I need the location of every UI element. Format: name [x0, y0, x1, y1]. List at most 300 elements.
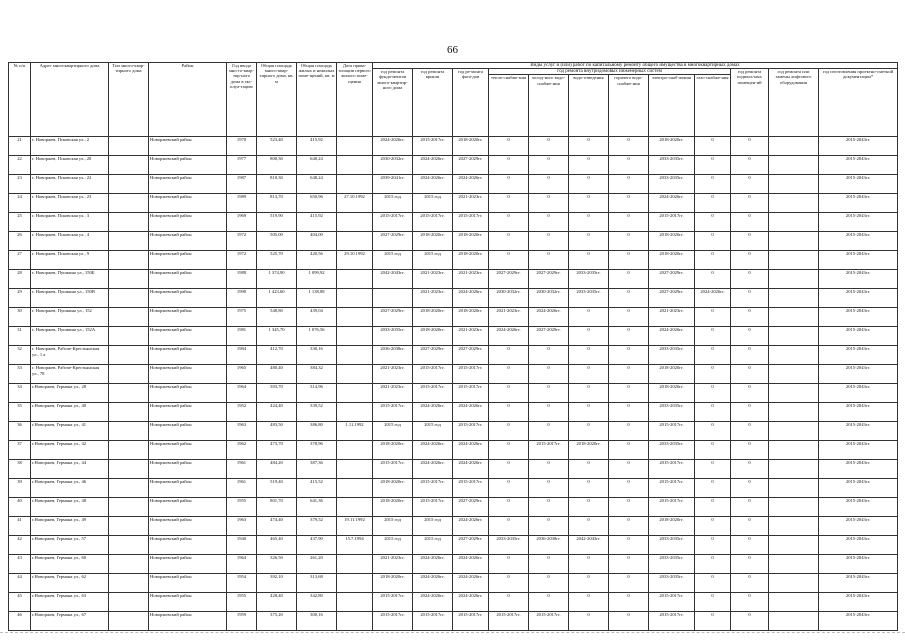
row-district: Новоржевский район	[149, 270, 227, 289]
row-year: 1963	[227, 422, 257, 441]
row-gas: 0	[695, 175, 731, 194]
row-design-docs: 2015-2043гг.	[819, 479, 898, 498]
row-facade: 2018-2020гг.	[453, 232, 489, 251]
row-basement: 0	[731, 289, 769, 308]
row-gas: 0	[695, 213, 731, 232]
page-edge-rule	[0, 632, 905, 633]
row-basement: 0	[731, 498, 769, 517]
row-residential-area: 314,96	[297, 384, 337, 403]
row-total-area: 392,10	[257, 574, 297, 593]
row-design-docs: 2015-2043гг.	[819, 441, 898, 460]
row-facade: 2024-2026гг.	[453, 460, 489, 479]
table-row	[9, 441, 898, 460]
row-gas: 0	[695, 137, 731, 156]
row-heat: 0	[489, 156, 529, 175]
row-basement: 0	[731, 175, 769, 194]
row-roof: 2015 год	[413, 251, 453, 270]
row-roof: 2015 год	[413, 194, 453, 213]
row-design-docs: 2015-2043гг.	[819, 574, 898, 593]
row-gas: 0	[695, 422, 731, 441]
row-sewer: 0	[569, 422, 609, 441]
row-residential-area: 640,24	[297, 156, 337, 175]
row-foundation: 2024-2026гг.	[373, 137, 413, 156]
row-design-docs: 2015-2043гг.	[819, 213, 898, 232]
row-hot-water: 0	[609, 365, 649, 384]
row-design-docs: 2015-2043гг.	[819, 460, 898, 479]
row-address: г. Новоржев, Пушкина ул., 150В	[31, 289, 109, 308]
row-number: 28	[9, 270, 31, 289]
header-district: Район	[149, 63, 227, 137]
row-year: 1954	[227, 574, 257, 593]
row-electric: 2027-2029гг.	[649, 270, 695, 289]
row-year: 1962	[227, 441, 257, 460]
row-number: 25	[9, 213, 31, 232]
row-cold-water: 0	[529, 346, 569, 365]
row-year: 1990	[227, 289, 257, 308]
row-electric: 2018-2020гг.	[649, 137, 695, 156]
row-facade: 2015-2017гг.	[453, 422, 489, 441]
row-electric: 2015-2017гг.	[649, 479, 695, 498]
row-type	[109, 555, 149, 574]
row-sewer: 2033-2035гг.	[569, 289, 609, 308]
row-foundation: 2039-2041гг.	[373, 175, 413, 194]
row-residential-area: 415,92	[297, 137, 337, 156]
row-basement: 0	[731, 460, 769, 479]
row-privatization-date: 29.10.1992	[337, 251, 373, 270]
row-roof: 2018-2020гг.	[413, 232, 453, 251]
row-roof: 2021-2023гг.	[413, 270, 453, 289]
row-design-docs: 2015-2043гг.	[819, 251, 898, 270]
row-total-area: 519,40	[257, 479, 297, 498]
row-district: Новоржевский район	[149, 156, 227, 175]
row-address: г.Новоржев, Германа ул., 42	[31, 441, 109, 460]
row-privatization-date	[337, 593, 373, 612]
row-cold-water: 0	[529, 574, 569, 593]
row-heat: 2027-2029гг.	[489, 270, 529, 289]
row-total-area: 548,80	[257, 308, 297, 327]
row-type	[109, 327, 149, 346]
row-foundation: 2036-2038гг.	[373, 346, 413, 365]
row-gas: 0	[695, 403, 731, 422]
row-cold-water: 0	[529, 137, 569, 156]
row-basement: 0	[731, 232, 769, 251]
row-design-docs: 2015-2043гг.	[819, 175, 898, 194]
row-type	[109, 517, 149, 536]
row-year: 1961	[227, 479, 257, 498]
row-district: Новоржевский район	[149, 384, 227, 403]
row-privatization-date	[337, 555, 373, 574]
row-type	[109, 384, 149, 403]
row-address: г. Новоржев, Рабоче-Крестьянская ул., 78	[31, 365, 109, 384]
row-basement: 0	[731, 593, 769, 612]
row-district: Новоржевский район	[149, 593, 227, 612]
row-sewer: 0	[569, 213, 609, 232]
row-total-area: 1 374,90	[257, 270, 297, 289]
row-year: 1940	[227, 536, 257, 555]
row-elevator	[769, 612, 819, 631]
row-number: 39	[9, 479, 31, 498]
row-district: Новоржевский район	[149, 498, 227, 517]
row-elevator	[769, 593, 819, 612]
table-row	[9, 175, 898, 194]
row-basement: 0	[731, 574, 769, 593]
row-basement: 0	[731, 536, 769, 555]
row-gas: 0	[695, 156, 731, 175]
table-row	[9, 346, 898, 365]
row-foundation: 2021-2023гг.	[373, 365, 413, 384]
row-cold-water: 0	[529, 194, 569, 213]
row-foundation: 2015-2017гг.	[373, 213, 413, 232]
row-privatization-date: 1.11.1992	[337, 422, 373, 441]
row-address: г.Новоржев, Германа ул., 44	[31, 460, 109, 479]
row-elevator	[769, 213, 819, 232]
row-hot-water: 0	[609, 213, 649, 232]
row-district: Новоржевский район	[149, 460, 227, 479]
row-cold-water: 0	[529, 593, 569, 612]
row-sewer: 0	[569, 384, 609, 403]
row-number: 21	[9, 137, 31, 156]
row-sewer: 0	[569, 517, 609, 536]
row-facade: 2018-2020гг.	[453, 308, 489, 327]
row-facade: 2015-2017гг.	[453, 479, 489, 498]
row-number: 36	[9, 422, 31, 441]
row-heat: 0	[489, 213, 529, 232]
row-year: 1964	[227, 384, 257, 403]
table-row	[9, 574, 898, 593]
row-gas: 0	[695, 308, 731, 327]
row-address: г. Новоржев, Псковская ул., 2	[31, 137, 109, 156]
row-address: г. Новоржев, Пушкина ул., 150Б	[31, 270, 109, 289]
row-design-docs: 2015-2043гг.	[819, 403, 898, 422]
row-elevator	[769, 194, 819, 213]
row-electric: 2033-2035гг.	[649, 346, 695, 365]
row-cold-water: 0	[529, 384, 569, 403]
row-electric: 2024-2026гг.	[649, 327, 695, 346]
row-sewer: 0	[569, 194, 609, 213]
row-roof: 2015-2017гг.	[413, 137, 453, 156]
row-total-area: 813,70	[257, 194, 297, 213]
row-basement: 0	[731, 156, 769, 175]
row-basement: 0	[731, 327, 769, 346]
row-privatization-date	[337, 441, 373, 460]
table-row	[9, 479, 898, 498]
row-type	[109, 213, 149, 232]
table-row	[9, 194, 898, 213]
row-total-area: 525,70	[257, 251, 297, 270]
row-district: Новоржевский район	[149, 612, 227, 631]
row-roof: 2024-2026гг.	[413, 593, 453, 612]
row-basement: 0	[731, 137, 769, 156]
row-heat: 0	[489, 517, 529, 536]
row-elevator	[769, 232, 819, 251]
row-number: 45	[9, 593, 31, 612]
row-heat: 2015-2017гг.	[489, 612, 529, 631]
row-privatization-date: 15.7.1994	[337, 536, 373, 555]
row-type	[109, 536, 149, 555]
row-privatization-date	[337, 460, 373, 479]
row-electric: 2015-2017гг.	[649, 422, 695, 441]
row-district: Новоржевский район	[149, 422, 227, 441]
row-elevator	[769, 498, 819, 517]
row-electric: 2015-2017гг.	[649, 612, 695, 631]
row-electric: 2033-2035гг.	[649, 555, 695, 574]
row-number: 29	[9, 289, 31, 308]
row-type	[109, 593, 149, 612]
row-residential-area: 439,04	[297, 308, 337, 327]
table-row	[9, 403, 898, 422]
row-type	[109, 232, 149, 251]
row-hot-water: 0	[609, 308, 649, 327]
row-privatization-date	[337, 232, 373, 251]
row-number: 37	[9, 441, 31, 460]
row-facade: 2015-2017гг.	[453, 612, 489, 631]
row-electric: 2033-2035гг.	[649, 574, 695, 593]
header-foundation: год ремонта фунда-ментов много-квартир-ного дома	[373, 69, 413, 137]
row-electric: 2033-2035гг.	[649, 156, 695, 175]
row-sewer: 0	[569, 403, 609, 422]
row-sewer: 0	[569, 555, 609, 574]
row-residential-area: 342,80	[297, 593, 337, 612]
table-row	[9, 498, 898, 517]
row-facade: 2024-2026гг.	[453, 574, 489, 593]
row-heat: 0	[489, 403, 529, 422]
row-sewer: 0	[569, 308, 609, 327]
row-privatization-date	[337, 137, 373, 156]
header-engineering-group: год ремонта внутридомовых инженерных систем	[489, 69, 731, 75]
row-electric: 2018-2020гг.	[649, 232, 695, 251]
row-number: 43	[9, 555, 31, 574]
row-electric: 2018-2020гг.	[649, 384, 695, 403]
row-roof: 2015 год	[413, 536, 453, 555]
row-hot-water: 0	[609, 156, 649, 175]
table-row	[9, 365, 898, 384]
row-privatization-date	[337, 175, 373, 194]
row-residential-area: 384,32	[297, 365, 337, 384]
row-type	[109, 403, 149, 422]
row-sewer: 0	[569, 365, 609, 384]
row-type	[109, 289, 149, 308]
row-type	[109, 479, 149, 498]
row-gas: 0	[695, 517, 731, 536]
row-district: Новоржевский район	[149, 555, 227, 574]
row-district: Новоржевский район	[149, 137, 227, 156]
row-electric: 2033-2035гг.	[649, 441, 695, 460]
row-residential-area: 1 099,92	[297, 270, 337, 289]
row-hot-water: 0	[609, 460, 649, 479]
row-gas: 0	[695, 555, 731, 574]
row-heat: 0	[489, 137, 529, 156]
row-hot-water: 0	[609, 137, 649, 156]
row-address: г. Новоржев, Псковская ул., 3	[31, 213, 109, 232]
row-heat: 0	[489, 574, 529, 593]
row-facade: 2021-2023гг.	[453, 270, 489, 289]
header-elevator: год ремонта или замены лифтового оборудования	[769, 69, 819, 137]
row-cold-water: 0	[529, 213, 569, 232]
row-roof: 2015-2017гг.	[413, 479, 453, 498]
row-residential-area: 437,90	[297, 536, 337, 555]
row-roof: 2027-2029гг.	[413, 346, 453, 365]
row-sewer: 0	[569, 137, 609, 156]
row-gas: 0	[695, 574, 731, 593]
row-foundation: 2015-2017гг.	[373, 612, 413, 631]
row-number: 26	[9, 232, 31, 251]
row-number: 27	[9, 251, 31, 270]
row-electric: 2024-2026гг.	[649, 194, 695, 213]
row-address: г. Новоржев, Псковская ул., 9	[31, 251, 109, 270]
row-year: 1977	[227, 156, 257, 175]
row-total-area: 428,40	[257, 593, 297, 612]
row-design-docs: 2015-2043гг.	[819, 536, 898, 555]
row-basement: 0	[731, 612, 769, 631]
table-row	[9, 612, 898, 631]
row-cold-water: 0	[529, 517, 569, 536]
row-privatization-date: 27.10.1992	[337, 194, 373, 213]
row-privatization-date	[337, 612, 373, 631]
row-year: 1984	[227, 346, 257, 365]
row-number: 41	[9, 517, 31, 536]
row-district: Новоржевский район	[149, 194, 227, 213]
row-hot-water: 0	[609, 517, 649, 536]
row-foundation: 2018-2020гг.	[373, 479, 413, 498]
row-gas: 0	[695, 498, 731, 517]
row-number: 38	[9, 460, 31, 479]
row-sewer: 0	[569, 498, 609, 517]
row-gas: 0	[695, 270, 731, 289]
row-heat: 2033-2035гг.	[489, 536, 529, 555]
row-electric: 2021-2023гг.	[649, 308, 695, 327]
repair-schedule-table	[8, 62, 898, 631]
row-foundation: 2015 год	[373, 194, 413, 213]
row-gas: 0	[695, 327, 731, 346]
row-electric: 2033-2035гг.	[649, 175, 695, 194]
row-heat: 0	[489, 232, 529, 251]
row-address: г.Новоржев, Германа ул., 40	[31, 403, 109, 422]
row-address: г. Новоржев, Псковская ул., 22	[31, 175, 109, 194]
row-gas: 2024-2026гг.	[695, 289, 731, 308]
row-district: Новоржевский район	[149, 441, 227, 460]
row-year: 1955	[227, 593, 257, 612]
row-heat: 0	[489, 175, 529, 194]
table-row	[9, 308, 898, 327]
row-basement: 0	[731, 403, 769, 422]
row-facade: 2018-2020гг.	[453, 137, 489, 156]
row-facade: 2024-2026гг.	[453, 441, 489, 460]
row-cold-water: 0	[529, 422, 569, 441]
row-basement: 0	[731, 251, 769, 270]
row-address: г. Новоржев, Пушкина ул., 152А	[31, 327, 109, 346]
row-foundation: 2018-2020гг.	[373, 441, 413, 460]
row-total-area: 1 423,60	[257, 289, 297, 308]
header-works-group: Виды услуг и (или) работ по капитальному ремонту общего имущества в многоквартирных домах	[373, 63, 898, 69]
row-district: Новоржевский район	[149, 365, 227, 384]
row-basement: 0	[731, 308, 769, 327]
row-facade: 2024-2026гг.	[453, 593, 489, 612]
row-basement: 0	[731, 365, 769, 384]
row-total-area: 424,40	[257, 403, 297, 422]
row-elevator	[769, 517, 819, 536]
row-year: 1955	[227, 498, 257, 517]
row-basement: 0	[731, 213, 769, 232]
row-cold-water: 0	[529, 479, 569, 498]
row-roof: 2015-2017гг.	[413, 213, 453, 232]
row-number: 42	[9, 536, 31, 555]
table-row	[9, 536, 898, 555]
row-roof: 2015 год	[413, 422, 453, 441]
row-facade: 2015-2017гг.	[453, 384, 489, 403]
row-elevator	[769, 555, 819, 574]
row-design-docs: 2015-2043гг.	[819, 365, 898, 384]
table-row	[9, 593, 898, 612]
row-residential-area: 648,24	[297, 175, 337, 194]
row-total-area: 412,70	[257, 346, 297, 365]
row-year: 1987	[227, 175, 257, 194]
table-row	[9, 517, 898, 536]
row-number: 24	[9, 194, 31, 213]
table-row	[9, 289, 898, 308]
row-residential-area: 641,36	[297, 498, 337, 517]
row-design-docs: 2015-2043гг.	[819, 289, 898, 308]
header-type: Тип много-квар-тирного дома	[109, 63, 149, 137]
header-sewer: водо-отведения	[569, 75, 609, 137]
row-design-docs: 2015-2043гг.	[819, 555, 898, 574]
row-electric: 2015-2017гг.	[649, 498, 695, 517]
row-electric: 2015-2017гг.	[649, 460, 695, 479]
row-type	[109, 460, 149, 479]
row-sewer: 0	[569, 175, 609, 194]
row-hot-water: 0	[609, 327, 649, 346]
table-row	[9, 156, 898, 175]
row-total-area: 326,50	[257, 555, 297, 574]
row-address: г.Новоржев, Германа ул., 62	[31, 574, 109, 593]
header-residential-area: Общая площадь жилых и нежилых поме-щений, кв. м	[297, 63, 337, 137]
row-privatization-date	[337, 498, 373, 517]
row-elevator	[769, 460, 819, 479]
row-heat: 0	[489, 365, 529, 384]
row-type	[109, 365, 149, 384]
row-privatization-date	[337, 308, 373, 327]
row-privatization-date	[337, 365, 373, 384]
row-address: г.Новоржев, Германа ул., 60	[31, 555, 109, 574]
row-cold-water: 2027-2029гг.	[529, 327, 569, 346]
row-total-area: 474,40	[257, 517, 297, 536]
row-elevator	[769, 327, 819, 346]
row-foundation: 2018-2020гг.	[373, 574, 413, 593]
row-basement: 0	[731, 441, 769, 460]
row-basement: 0	[731, 194, 769, 213]
row-address: г. Новоржев, Псковская ул., 4	[31, 232, 109, 251]
header-address: Адрес многоквартирного дома	[31, 63, 109, 137]
row-type	[109, 612, 149, 631]
row-type	[109, 194, 149, 213]
row-basement: 0	[731, 346, 769, 365]
row-cold-water: 2036-2038гг.	[529, 536, 569, 555]
row-privatization-date	[337, 403, 373, 422]
row-address: г.Новоржев, Германа ул., 57	[31, 536, 109, 555]
row-number: 32	[9, 346, 31, 365]
row-design-docs: 2015-2043гг.	[819, 194, 898, 213]
row-address: г. Новоржев, Псковская ул., 23	[31, 194, 109, 213]
row-electric: 2033-2035гг.	[649, 536, 695, 555]
row-elevator	[769, 156, 819, 175]
table-row	[9, 137, 898, 156]
row-type	[109, 422, 149, 441]
header-total-area: Общая площадь много-квар-тирного дома, кв. м	[257, 63, 297, 137]
row-cold-water: 2024-2026гг.	[529, 308, 569, 327]
row-elevator	[769, 365, 819, 384]
row-gas: 0	[695, 441, 731, 460]
row-design-docs: 2015-2043гг.	[819, 156, 898, 175]
row-design-docs: 2015-2043гг.	[819, 327, 898, 346]
